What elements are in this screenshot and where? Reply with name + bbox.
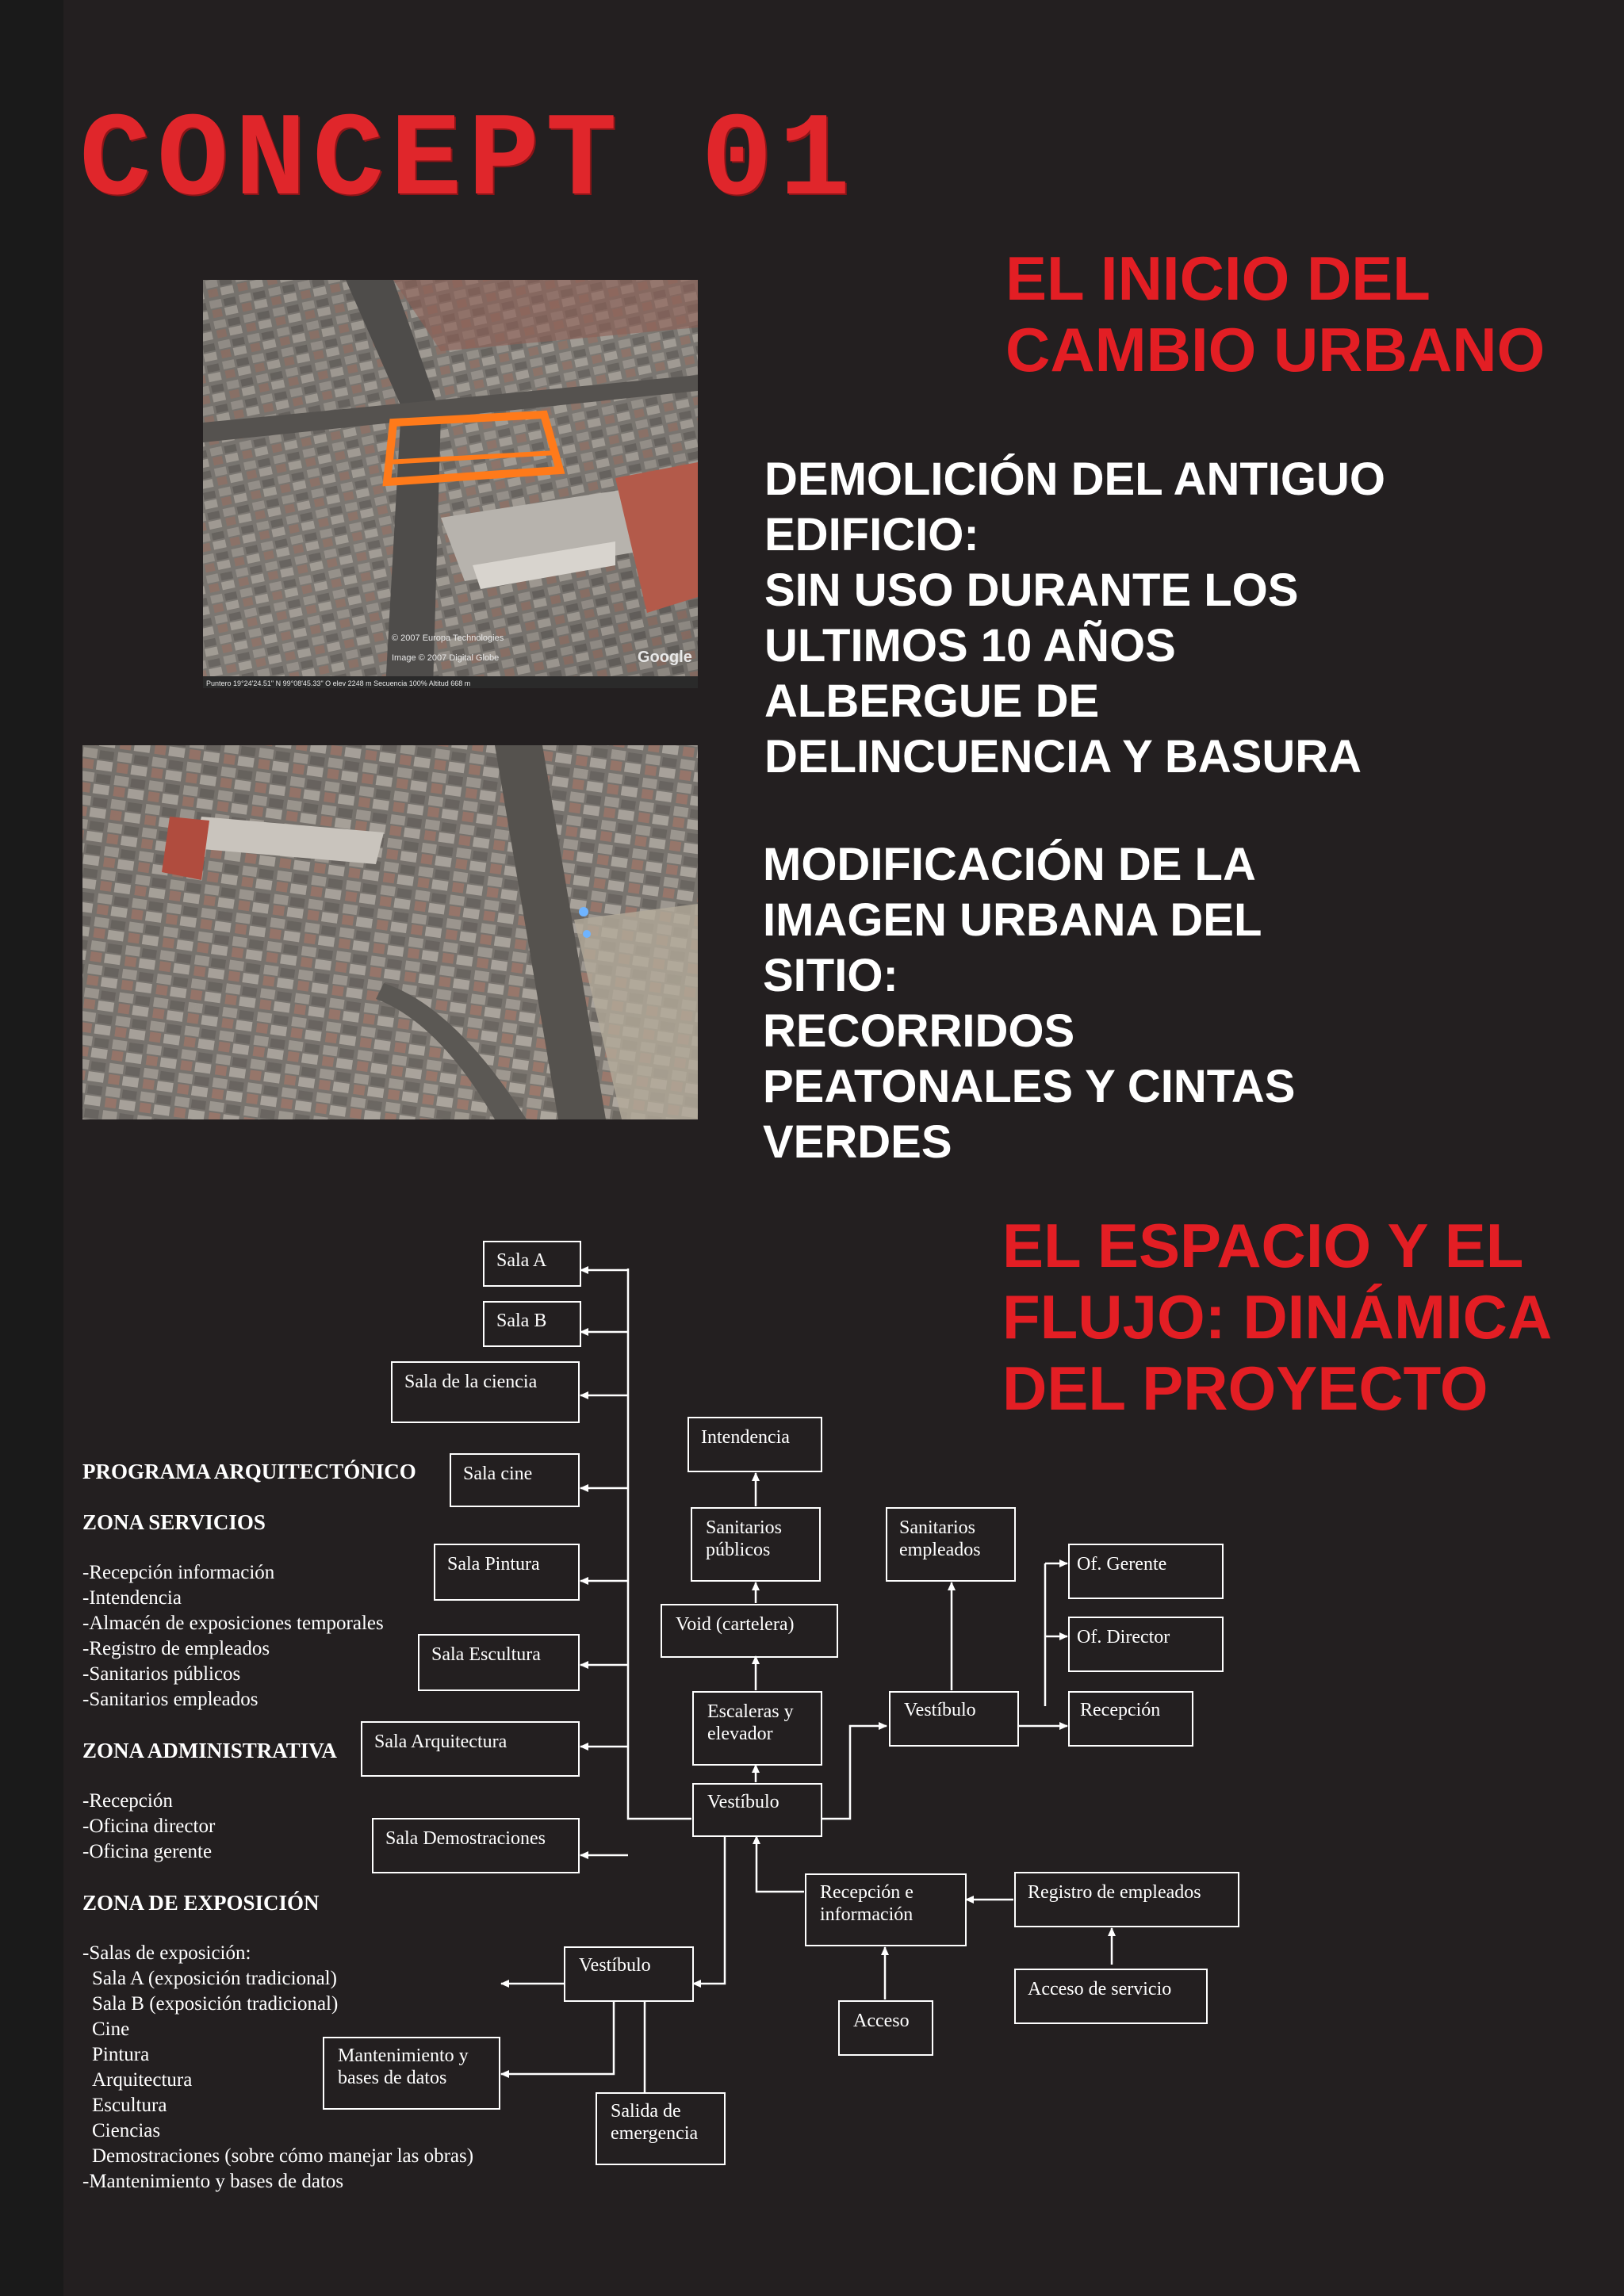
- node-label: Sanitarios: [706, 1517, 782, 1538]
- photo-credit-1: © 2007 Europa Technologies: [392, 633, 504, 643]
- node-recepcion-info: [806, 1874, 966, 1946]
- program-item: -Sanitarios empleados: [82, 1689, 259, 1710]
- zone-exhibition-heading: ZONA DE EXPOSICIÓN: [82, 1891, 320, 1915]
- node-label: información: [820, 1904, 914, 1925]
- node-label: Of. Director: [1077, 1627, 1170, 1647]
- node-sala-cine: [450, 1454, 579, 1506]
- heading-space-flow-line: FLUJO: DINÁMICA: [1002, 1282, 1553, 1352]
- connector: [628, 1269, 691, 1819]
- node-label: Vestíbulo: [579, 1955, 651, 1976]
- photo-credit-2: Image © 2007 Digital Globe: [392, 653, 500, 663]
- node-label: Recepción: [1080, 1700, 1161, 1720]
- concept-title: CONCEPT 01: [79, 95, 857, 230]
- demolition-line: DEMOLICIÓN DEL ANTIGUO: [764, 453, 1385, 505]
- node-sala-escultura: [419, 1635, 579, 1690]
- program-title: PROGRAMA ARQUITECTÓNICO: [82, 1460, 416, 1483]
- modification-line: SITIO:: [763, 950, 898, 1001]
- node-label: Sala cine: [463, 1464, 533, 1484]
- program-item: -Recepción información: [82, 1562, 275, 1583]
- node-intendencia: [688, 1418, 822, 1471]
- node-label: Salida de: [611, 2101, 681, 2122]
- program-item: -Registro de empleados: [82, 1638, 270, 1659]
- node-sala-arquitectura: [362, 1722, 579, 1776]
- program-item: -Almacén de exposiciones temporales: [82, 1613, 384, 1634]
- node-of-director: [1069, 1617, 1223, 1671]
- connector: [822, 1726, 887, 1819]
- photo-status-bar: Puntero 19°24'24.51" N 99°08'45.33" O elev 2248 m Secuencia 100% Altitud 668 m: [206, 679, 471, 687]
- node-sanitarios-empleados: [887, 1508, 1015, 1581]
- connector: [693, 1836, 725, 1984]
- node-sala-ciencia: [392, 1362, 579, 1422]
- modification-line: PEATONALES Y CINTAS: [763, 1061, 1296, 1112]
- node-label: Sala Demostraciones: [385, 1828, 546, 1849]
- program-subitem: Cine: [92, 2019, 130, 2040]
- node-label: Recepción e: [820, 1882, 914, 1903]
- heading-space-flow-line: DEL PROYECTO: [1002, 1353, 1488, 1423]
- program-item: -Sanitarios públicos: [82, 1663, 241, 1685]
- program-subitem: Ciencias: [92, 2120, 161, 2141]
- node-salida-emergencia: [596, 2093, 725, 2164]
- node-acceso: [839, 2001, 933, 2055]
- node-sanitarios-publicos: [691, 1508, 820, 1581]
- program-subitem: Sala A (exposición tradicional): [92, 1968, 337, 1989]
- node-sala-a: [484, 1242, 580, 1286]
- connector: [756, 1836, 804, 1892]
- node-void: [661, 1605, 837, 1657]
- node-registro-empleados: [1015, 1873, 1239, 1927]
- node-label: públicos: [706, 1540, 771, 1560]
- demolition-line: SIN USO DURANTE LOS: [764, 564, 1299, 616]
- google-logo: Google: [638, 649, 692, 666]
- program-item: -Mantenimiento y bases de datos: [82, 2171, 344, 2192]
- node-label: Intendencia: [701, 1427, 790, 1448]
- node-label: Acceso de servicio: [1028, 1979, 1172, 1999]
- heading-urban-change-line: EL INICIO DEL: [1005, 243, 1431, 313]
- program-item: -Oficina director: [82, 1816, 216, 1837]
- node-label: Sala de la ciencia: [404, 1372, 538, 1392]
- node-label: Acceso: [853, 2011, 910, 2031]
- node-label: Vestíbulo: [707, 1792, 779, 1812]
- program-item: -Intendencia: [82, 1587, 182, 1609]
- modification-line: IMAGEN URBANA DEL: [763, 894, 1262, 946]
- node-label: Sanitarios: [899, 1517, 975, 1538]
- node-label: Escaleras y: [707, 1701, 794, 1722]
- demolition-line: ALBERGUE DE: [764, 675, 1100, 727]
- modification-line: VERDES: [763, 1116, 952, 1168]
- node-label: emergencia: [611, 2123, 699, 2144]
- node-vestibulo-admin: [890, 1692, 1018, 1746]
- node-label: elevador: [707, 1724, 773, 1744]
- program-subitem: Pintura: [92, 2044, 150, 2065]
- node-label: Of. Gerente: [1077, 1554, 1167, 1575]
- node-vestibulo-central: [693, 1784, 822, 1836]
- node-of-gerente: [1069, 1544, 1223, 1598]
- demolition-line: ULTIMOS 10 AÑOS: [764, 620, 1176, 672]
- zone-services-heading: ZONA SERVICIOS: [82, 1510, 266, 1534]
- program-item: -Oficina gerente: [82, 1841, 213, 1862]
- node-acceso-servicio: [1015, 1969, 1207, 2023]
- node-label: Vestíbulo: [904, 1700, 976, 1720]
- node-label: Void (cartelera): [676, 1614, 795, 1635]
- zone-admin-heading: ZONA ADMINISTRATIVA: [82, 1739, 337, 1762]
- node-label: Sala A: [496, 1250, 547, 1271]
- node-label: Registro de empleados: [1028, 1882, 1201, 1903]
- node-sala-pintura: [435, 1544, 579, 1600]
- node-recepcion-admin: [1069, 1692, 1193, 1746]
- program-item: -Recepción: [82, 1790, 173, 1812]
- node-label: Sala Escultura: [431, 1644, 541, 1665]
- program-subitem: Demostraciones (sobre cómo manejar las obras): [92, 2145, 474, 2167]
- demolition-line: DELINCUENCIA Y BASURA: [764, 731, 1362, 783]
- program-subitem: Sala B (exposición tradicional): [92, 1993, 339, 2015]
- node-sala-demostraciones: [373, 1819, 579, 1873]
- node-label: Mantenimiento y: [338, 2045, 469, 2066]
- node-label: Sala B: [496, 1311, 547, 1331]
- node-mantenimiento: [324, 2038, 500, 2109]
- node-sala-b: [484, 1302, 580, 1346]
- node-escaleras: [693, 1692, 822, 1765]
- demolition-line: EDIFICIO:: [764, 509, 979, 561]
- heading-urban-change-line: CAMBIO URBANO: [1005, 315, 1545, 385]
- node-label: bases de datos: [338, 2068, 447, 2088]
- node-label: empleados: [899, 1540, 981, 1560]
- program-subitem: Arquitectura: [92, 2069, 193, 2091]
- connector: [501, 2001, 614, 2074]
- modification-line: RECORRIDOS: [763, 1005, 1075, 1057]
- heading-space-flow-line: EL ESPACIO Y EL: [1002, 1211, 1524, 1280]
- modification-line: MODIFICACIÓN DE LA: [763, 839, 1256, 890]
- program-subitem: Escultura: [92, 2095, 167, 2116]
- node-vestibulo-servicio: [565, 1947, 693, 2001]
- node-label: Sala Pintura: [447, 1554, 540, 1575]
- program-item: -Salas de exposición:: [82, 1942, 251, 1964]
- node-label: Sala Arquitectura: [374, 1732, 508, 1752]
